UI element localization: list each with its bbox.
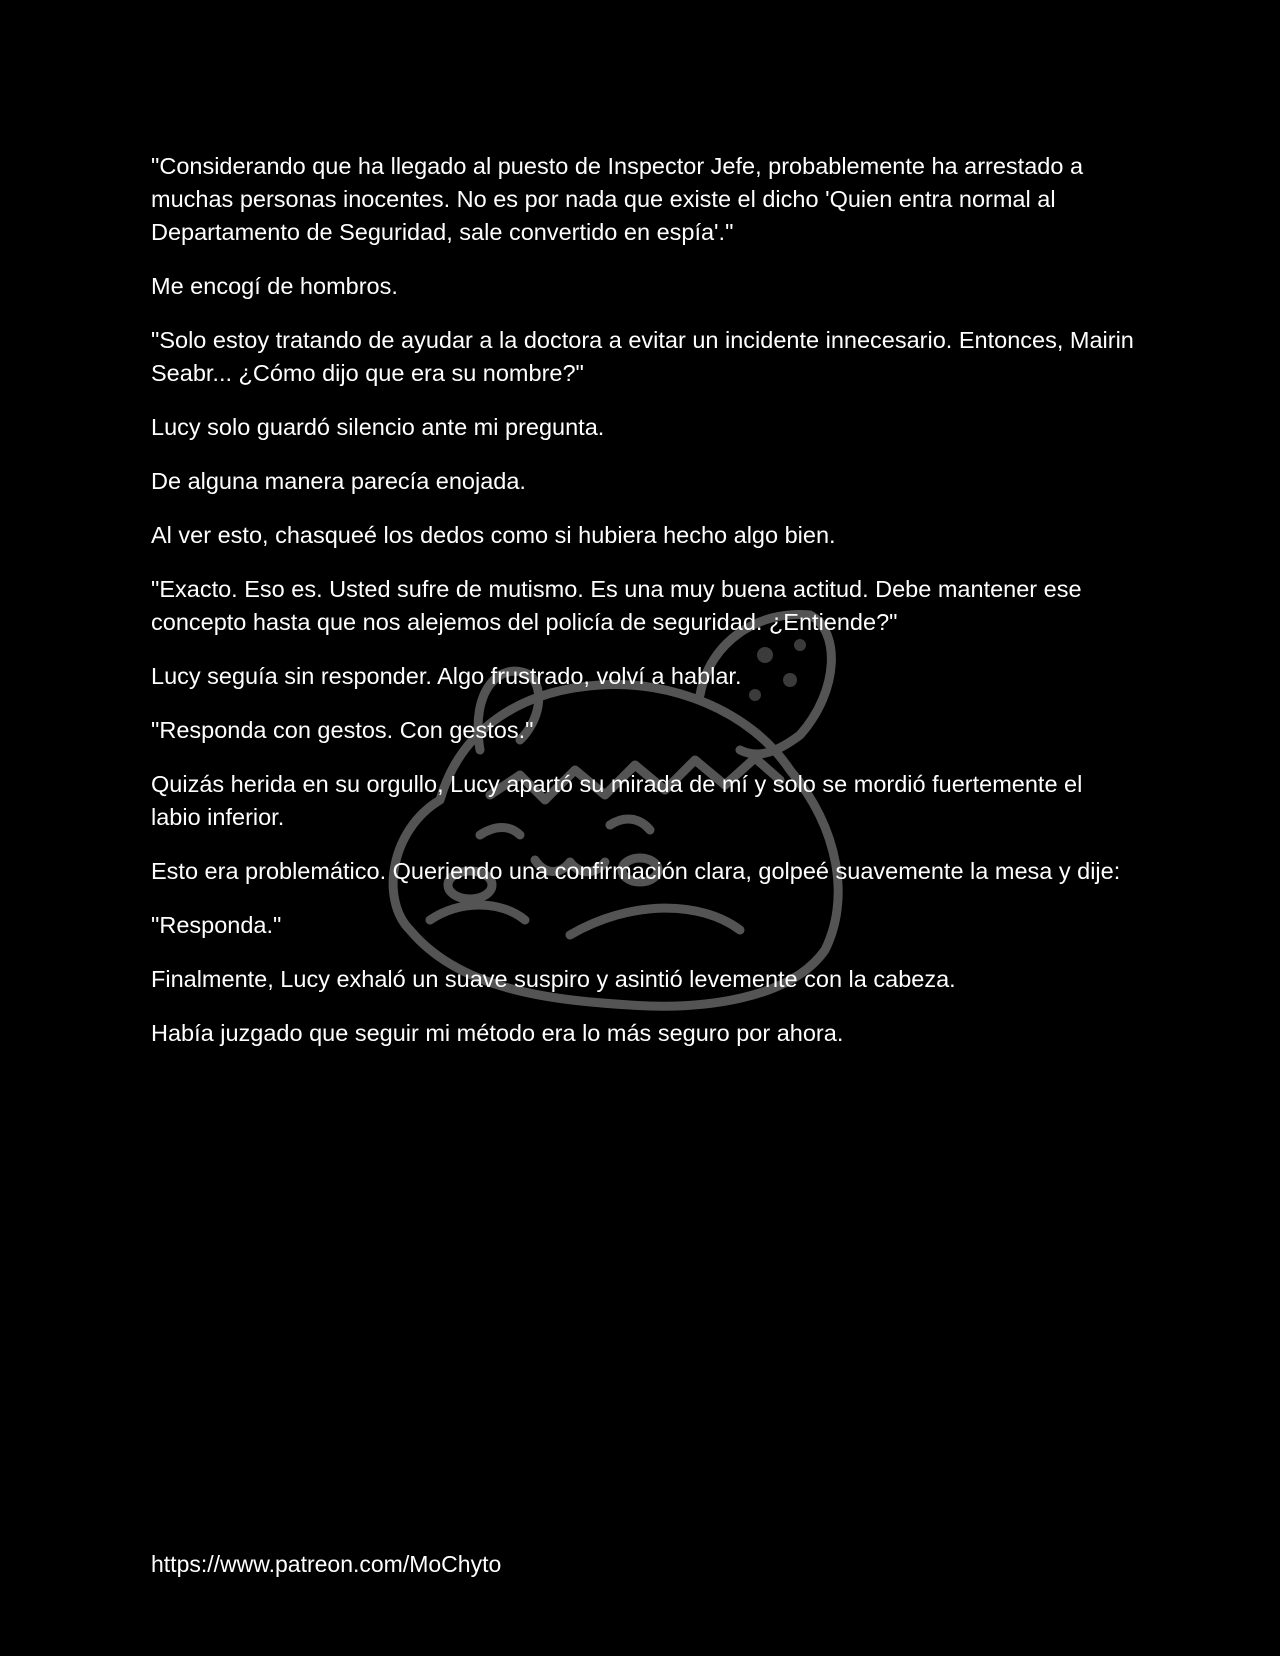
paragraph: Quizás herida en su orgullo, Lucy apartó su mirada de mí y solo se mordió fuertemente el labio inferior. bbox=[151, 771, 1083, 830]
paragraph: Lucy solo guardó silencio ante mi pregunta. bbox=[151, 414, 605, 440]
paragraph: Me encogí de hombros. bbox=[151, 273, 398, 299]
paragraph: Lucy seguía sin responder. Algo frustrado, volví a hablar. bbox=[151, 663, 742, 689]
paragraph: Al ver esto, chasqueé los dedos como si hubiera hecho algo bien. bbox=[151, 522, 836, 548]
paragraph: De alguna manera parecía enojada. bbox=[151, 468, 526, 494]
document-body bbox=[151, 150, 1136, 1071]
paragraph: Finalmente, Lucy exhaló un suave suspiro y asintió levemente con la cabeza. bbox=[151, 966, 956, 992]
paragraph: "Exacto. Eso es. Usted sufre de mutismo. Es una muy buena actitud. Debe mantener ese concepto hasta que nos alejemos del policía de seguridad. ¿Entiende?" bbox=[151, 576, 1082, 635]
paragraph: "Solo estoy tratando de ayudar a la doctora a evitar un incidente innecesario. Entonces, Mairin Seabr... ¿Cómo dijo que era su nombre?" bbox=[151, 327, 1134, 386]
paragraph: "Considerando que ha llegado al puesto de Inspector Jefe, probablemente ha arrestado a muchas personas inocentes. No es por nada que existe el dicho 'Quien entra normal al Departamento de Seguridad, sale convertido en espía'." bbox=[151, 153, 1084, 245]
paragraph: Esto era problemático. Queriendo una confirmación clara, golpeé suavemente la mesa y dije: bbox=[151, 858, 1121, 884]
footer-link[interactable]: https://www.patreon.com/MoChyto bbox=[151, 1551, 502, 1577]
paragraph: Había juzgado que seguir mi método era lo más seguro por ahora. bbox=[151, 1020, 844, 1046]
paragraph: "Responda." bbox=[151, 912, 282, 938]
paragraph: "Responda con gestos. Con gestos." bbox=[151, 717, 534, 743]
